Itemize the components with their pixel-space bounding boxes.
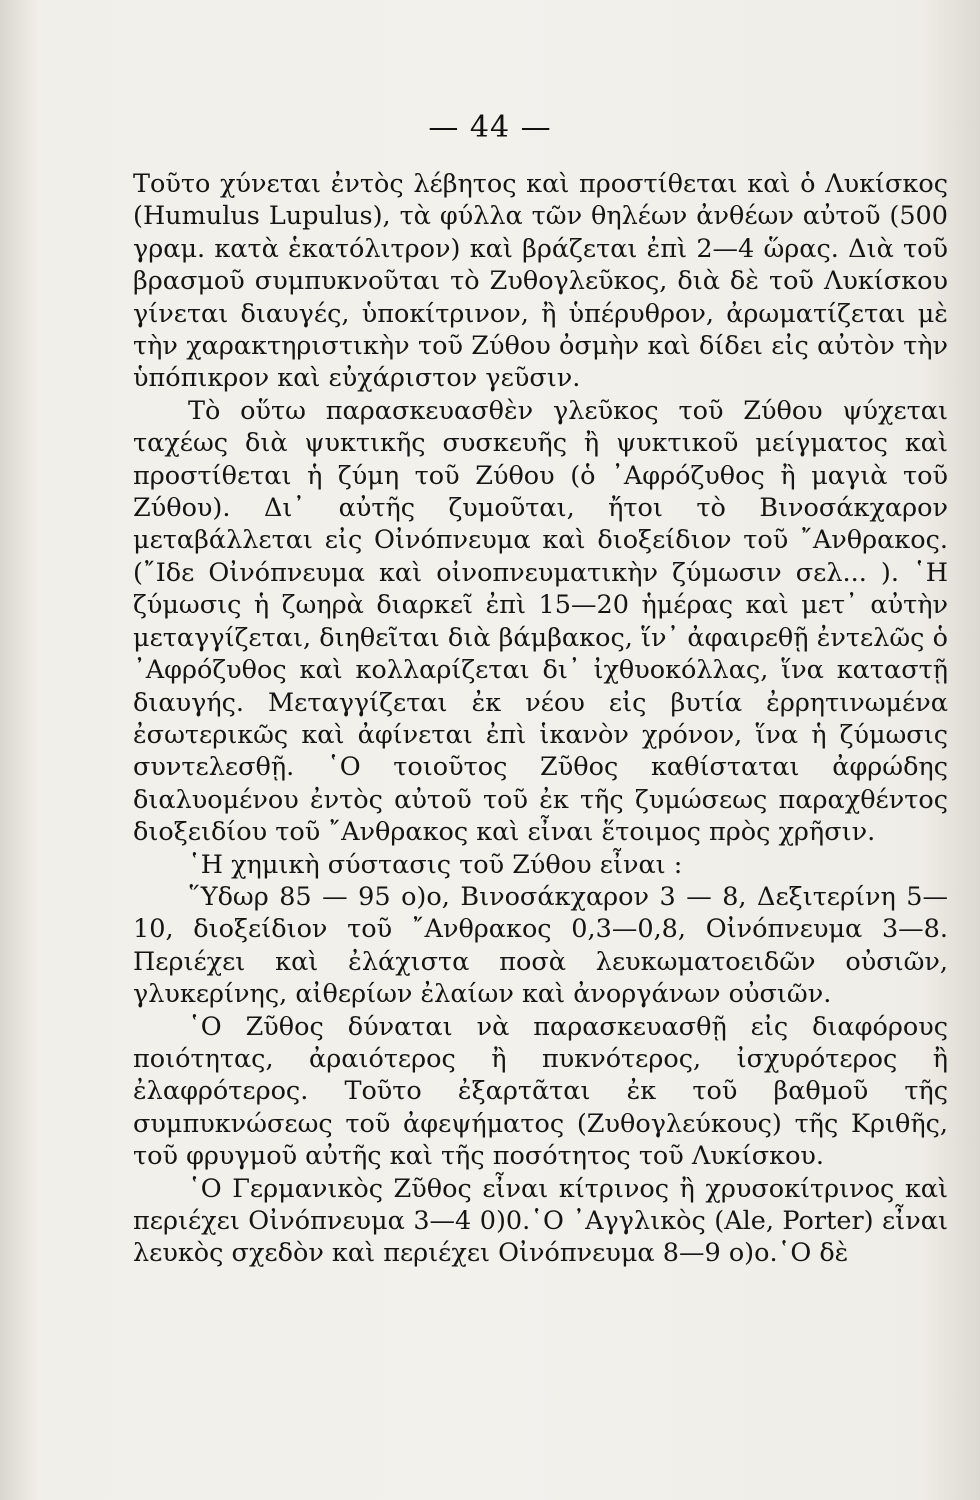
paragraph-6: ῾Ο Γερμανικὸς Ζῦθος εἶναι κίτρινος ἢ χρυσοκίτρινος καὶ περιέχει Οἰνόπνευμα 3—4 0)0.῾Ο ᾿Αγγλικὸς (Ale, Porter) εἶναι λευκὸς σχεδὸν καὶ περιέχει Οἰνόπνευμα 8—9 ο)ο.῾Ο δὲ (133, 1173, 948, 1269)
page-text (133, 168, 948, 1270)
paragraph-3: ῾Η χημικὴ σύστασις τοῦ Ζύθου εἶναι : (188, 849, 683, 880)
paragraph-1: Τοῦτο χύνεται ἐντὸς λέβητος καὶ προστίθεται καὶ ὁ Λυκίσκος (Humulus Lupulus), τὰ φύλλα τῶν θηλέων ἀνθέων αὐτοῦ (500 γραμ. κατὰ ἑκατόλιτρον) καὶ βράζεται ἐπὶ 2—4 ὥρας. Διὰ τοῦ βρασμοῦ συμπυκνοῦται τὸ Ζυθογλεῦκος, διὰ δὲ τοῦ Λυκίσκου γίνεται διαυγές, ὑποκίτρινον, ἢ ὑπέρυθρον, ἀρωματίζεται μὲ τὴν χαρακτηριστικὴν τοῦ Ζύθου ὀσμὴν καὶ δίδει εἰς αὐτὸν τὴν ὑπόπικρον καὶ εὐχάριστον γεῦσιν. (133, 169, 948, 394)
page-number: — 44 — (428, 110, 552, 145)
paragraph-5: ῾Ο Ζῦθος δύναται νὰ παρασκευασθῇ εἰς διαφόρους ποιότητας, ἀραιότερος ἢ πυκνότερος, ἰσχυρότερος ἢ ἐλαφρότερος. Τοῦτο ἐξαρτᾶται ἐκ τοῦ βαθμοῦ τῆς συμπυκνώσεως τοῦ ἀφεψήματος (Ζυθογλεύκους) τῆς Κριθῆς, τοῦ φρυγμοῦ αὐτῆς καὶ τῆς ποσότητος τοῦ Λυκίσκου. (133, 1011, 948, 1172)
paragraph-2: Τὸ οὕτω παρασκευασθὲν γλεῦκος τοῦ Ζύθου ψύχεται ταχέως διὰ ψυκτικῆς συσκευῆς ἢ ψυκτικοῦ μείγματος καὶ προστίθεται ἡ ζύμη τοῦ Ζύθου (ὁ ᾿Αφρόζυθος ἢ μαγιὰ τοῦ Ζύθου). Δι᾿ αὐτῆς ζυμοῦται, ἤτοι τὸ Βινοσάκχαρον μεταβάλλεται εἰς Οἰνόπνευμα καὶ διοξείδιον τοῦ ῎Ανθρακος. (῎Ιδε Οἰνόπνευμα καὶ οἰνοπνευματικὴν ζύμωσιν σελ... ). ῾Η ζύμωσις ἡ ζωηρὰ διαρκεῖ ἐπὶ 15—20 ἡμέρας καὶ μετ᾿ αὐτὴν μεταγγίζεται, διηθεῖται διὰ βάμβακος, ἵν᾿ ἀφαιρεθῇ ἐντελῶς ὁ ᾿Αφρόζυθος καὶ κολλαρίζεται δι᾿ ἰχθυοκόλλας, ἵνα καταστῇ διαυγής. Μεταγγίζεται ἐκ νέου εἰς βυτία ἐρρητινωμένα ἐσωτερικῶς καὶ ἀφίνεται ἐπὶ ἱκανὸν χρόνον, ἵνα ἡ ζύμωσις συντελεσθῇ. ῾Ο τοιοῦτος Ζῦθος καθίσταται ἀφρώδης διαλυομένου ἐντὸς αὐτοῦ τοῦ ἐκ τῆς ζυμώσεως παραχθέντος διοξειδίου τοῦ ῎Ανθρακος καὶ εἶναι ἕτοιμος πρὸς χρῆσιν. (133, 395, 948, 848)
paragraph-4: ῞Υδωρ 85 — 95 ο)ο, Βινοσάκχαρον 3 — 8, Δεξιτερίνη 5—10, διοξείδιον τοῦ ῎Ανθρακος 0,3—0,8, Οἰνόπνευμα 3—8. Περιέχει καὶ ἐλάχιστα ποσὰ λευκωματοειδῶν οὐσιῶν, γλυκερίνης, αἰθερίων ἐλαίων καὶ ἀνοργάνων οὐσιῶν. (133, 881, 948, 1010)
